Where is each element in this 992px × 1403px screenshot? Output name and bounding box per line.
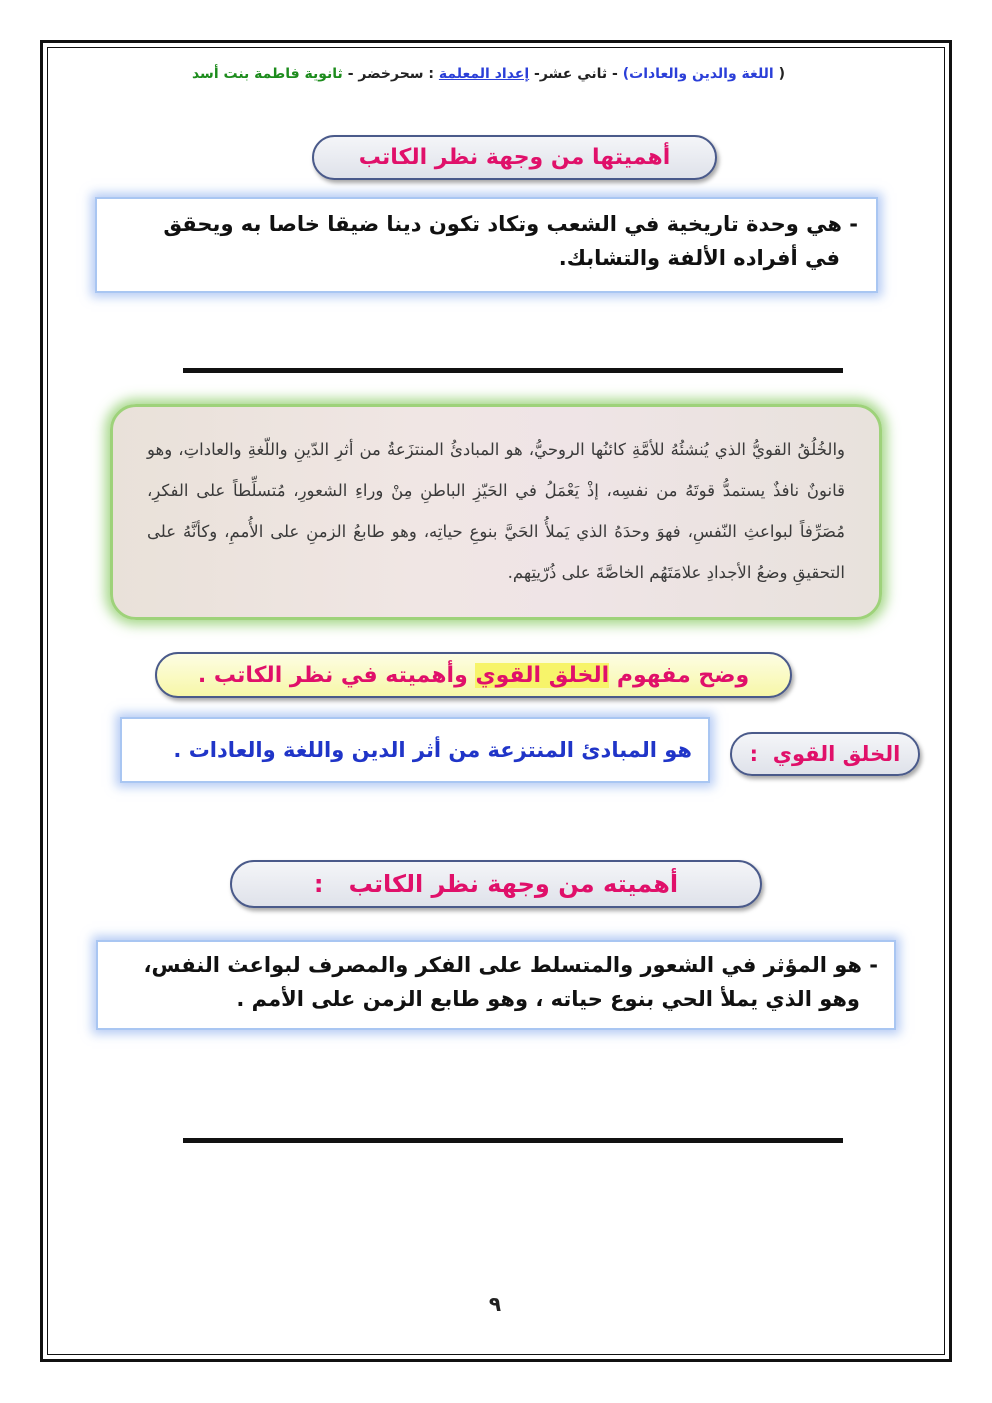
question-part1: وضح مفهوم xyxy=(616,662,750,688)
section1-line2: في أفراده الألفة والتشابك. xyxy=(558,246,840,270)
header-school: ثانوية فاطمة بنت أسد xyxy=(191,66,343,82)
section1-title-pill xyxy=(312,135,717,180)
divider-line-bottom xyxy=(183,1138,843,1143)
header-grade: - ثاني عشر- xyxy=(534,66,618,82)
page-header xyxy=(140,66,785,82)
header-teacher: : سحرخضر - xyxy=(347,66,435,82)
section2-answer-box xyxy=(96,940,896,1030)
section2-title: أهميته من وجهة نظر الكاتب xyxy=(348,870,679,898)
question-term: الخلق القوي xyxy=(475,662,610,688)
header-open-paren: ( xyxy=(778,66,785,82)
definition-box xyxy=(120,717,710,783)
header-topic: اللغة والدين والعادات) xyxy=(622,66,774,82)
section1-line1: هي وحدة تاريخية في الشعب وتكاد تكون دينا ضيقا خاصا به ويحقق xyxy=(163,212,842,236)
definition-label: الخلق القوي xyxy=(772,742,901,766)
section2-line1-row xyxy=(118,948,878,982)
section1-dash: - xyxy=(849,212,858,236)
section2-line2: وهو الذي يملأ الحي بنوع حياته ، وهو طابع الزمن على الأمم . xyxy=(236,987,860,1011)
section2-line1: هو المؤثر في الشعور والمتسلط على الفكر والمصرف لبواعث النفس، xyxy=(143,953,862,977)
divider-line-top xyxy=(183,368,843,373)
header-prepared-label: إعداد المعلمة xyxy=(438,66,530,82)
textbook-excerpt-text: والخُلُقُ القويُّ الذي يُنشئُهُ للأمَّةِ كائنُها الروحيُّ، هو المبادئُ المنتزَعةُ من أثرِ الدّينِ واللّغةِ والعاداتِ، وهو قانونٌ نافذٌ يستمدُّ قوتَهُ من نفسِه، إذْ يَعْمَلُ في الحَيّزِ الباطنِ مِنْ وراءِ الشعورِ، مُتسلِّطاً على الفكرِ، مُصَرِّفاً لبواعثِ النّفسِ، فهوَ وحدَهُ الذي يَملأُ الحَيَّ بنوعِ حياتِه، وهو طابعُ الزمنِ على الأُممِ، وكأنَّهُ على التحقيقِ وضعُ الأجدادِ علامَتَهُم الخاصَّةَ على ذُرّيتِهم. xyxy=(147,440,845,582)
section1-title: أهميتها من وجهة نظر الكاتب xyxy=(358,145,671,170)
page-number: ٩ xyxy=(488,1292,502,1316)
textbook-excerpt-panel xyxy=(110,404,882,620)
section1-answer-box xyxy=(95,197,878,293)
question-part2: وأهميته في نظر الكاتب . xyxy=(197,662,468,688)
section2-dash: - xyxy=(869,953,878,977)
definition-label-pill xyxy=(730,732,920,776)
section2-title-pill xyxy=(230,860,762,908)
section1-line1-row xyxy=(117,207,858,241)
section2-colon: : xyxy=(313,870,324,898)
definition-colon: : xyxy=(749,742,759,766)
definition-text: هو المبادئ المنتزعة من أثر الدين واللغة والعادات . xyxy=(173,738,692,762)
question-pill xyxy=(155,652,792,698)
